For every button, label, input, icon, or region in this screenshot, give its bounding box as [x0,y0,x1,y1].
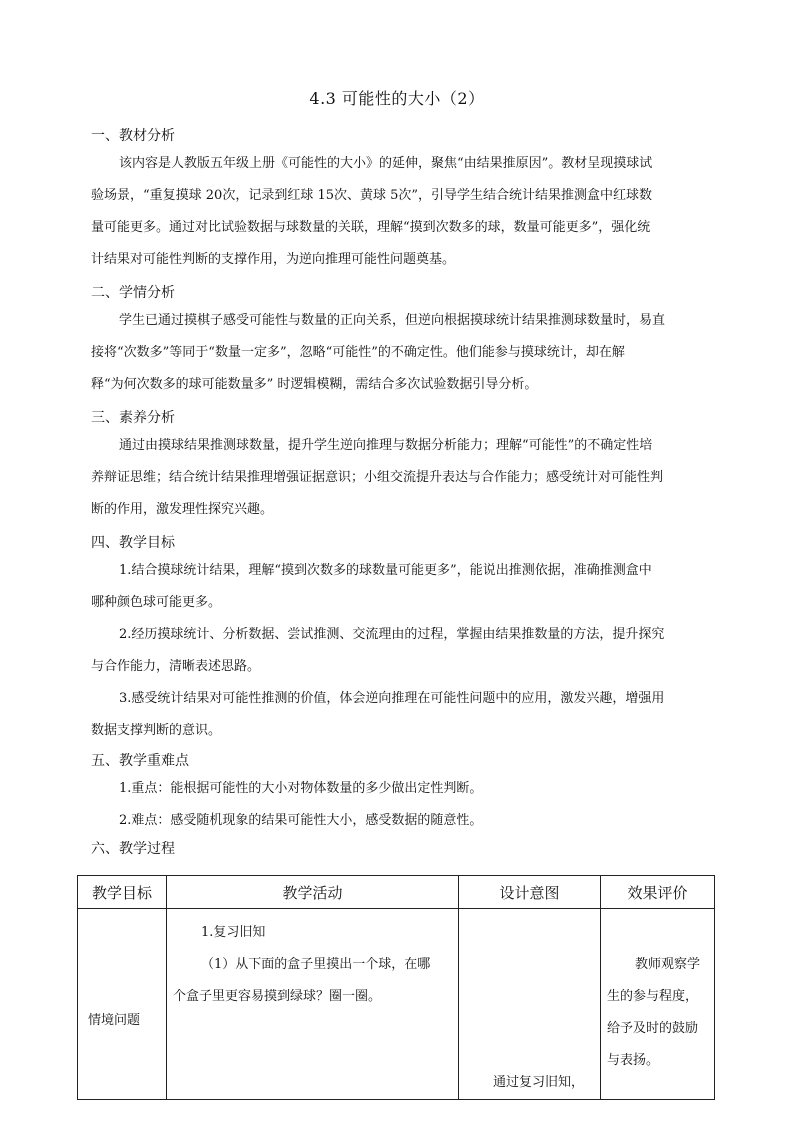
column-header-evaluation: 效果评价 [601,876,715,909]
text-line: 断的作用，激发理性探究兴趣。 [91,502,274,517]
text-line: 释“为何次数多的球可能数量多” 时逻辑模糊，需结合多次试验数据引导分析。 [91,377,538,392]
text-line: 通过由摸球结果推测球数量，提升学生逆向推理与数据分析能力；理解“可能性”的不确定性培 [119,438,653,453]
text-line: 2.经历摸球统计、分析数据、尝试推测、交流理由的过程，掌握由结果推数量的方法，提升探究 [119,627,665,642]
cell-intent [459,909,601,1100]
evaluation-line: 生的参与程度， [607,989,699,1004]
section-heading-objectives: 四、教学目标 [91,535,175,551]
text-line: 接将“次数多”等同于“数量一定多”，忽略“可能性”的不确定性。他们能参与摸球统计，却在解 [91,345,625,360]
text-line: 学生已通过摸棋子感受可能性与数量的正向关系，但逆向根据摸球统计结果推测球数量时，易直 [119,313,666,328]
evaluation-line: 与表扬。 [607,1053,660,1068]
activity-line: （1）从下面的盒子里摸出一个球，在哪 [201,957,431,972]
text-line: 数据支撑判断的意识。 [91,723,222,738]
cell-activity [167,909,459,1100]
text-line: 哪种颜色球可能更多。 [91,595,222,610]
column-header-activity: 教学活动 [167,876,459,909]
text-line: 养辩证思维；结合统计结果推理增强证据意识；小组交流提升表达与合作能力；感受统计对可能性判 [91,470,664,485]
section-heading-key-points: 五、教学重难点 [91,753,189,769]
text-line: 3.感受统计结果对可能性推测的价值，体会逆向推理在可能性问题中的应用，激发兴趣，增强用 [119,691,665,706]
evaluation-line: 教师观察学 [635,957,701,972]
column-header-goal: 教学目标 [78,876,167,909]
table-row [78,909,715,1100]
cell-goal [78,909,167,1100]
section-body-literacy [91,430,703,526]
section-body-objectives [91,555,703,747]
section-body-students [91,305,703,401]
text-line: 计结果对可能性判断的支撑作用，为逆向推理可能性问题奠基。 [91,252,456,267]
goal-text: 情境问题 [88,1013,141,1028]
section-body-key-points [91,773,703,837]
text-line: 验场景，“重复摸球 20次，记录到红球 15次、黄球 5次”，引导学生结合统计结果推测盒中红球数 [91,188,653,203]
table-header-row [78,876,715,909]
activity-title: 1.复习旧知 [201,925,266,940]
text-line: 1.重点：能根据可能性的大小对物体数量的多少做出定性判断。 [119,781,483,796]
text-line: 该内容是人教版五年级上册《可能性的大小》的延伸，聚焦“由结果推原因”。教材呈现摸球试 [119,156,653,171]
page-title: 4.3 可能性的大小（2） [309,89,485,108]
text-line: 1.结合摸球统计结果，理解“摸到次数多的球数量可能更多”，能说出推测依据，准确推测盒中 [119,563,652,578]
teaching-process-table [77,875,715,1100]
section-body-material [91,148,703,276]
evaluation-line: 给予及时的鼓励 [607,1021,699,1036]
activity-line: 个盒子里更容易摸到绿球？圈一圈。 [173,989,382,1004]
column-header-intent: 设计意图 [459,876,601,909]
text-line: 2.难点：感受随机现象的结果可能性大小，感受数据的随意性。 [119,813,483,828]
cell-evaluation [601,909,715,1100]
intent-text: 通过复习旧知， [493,1075,585,1090]
section-heading-process: 六、教学过程 [91,841,175,857]
section-heading-students: 二、学情分析 [91,285,175,301]
text-line: 量可能更多。通过对比试验数据与球数量的关联，理解“摸到次数多的球，数量可能更多”，强化统 [91,220,651,235]
section-heading-material: 一、教材分析 [91,128,175,144]
section-heading-literacy: 三、素养分析 [91,410,175,426]
text-line: 与合作能力，清晰表述思路。 [91,659,261,674]
